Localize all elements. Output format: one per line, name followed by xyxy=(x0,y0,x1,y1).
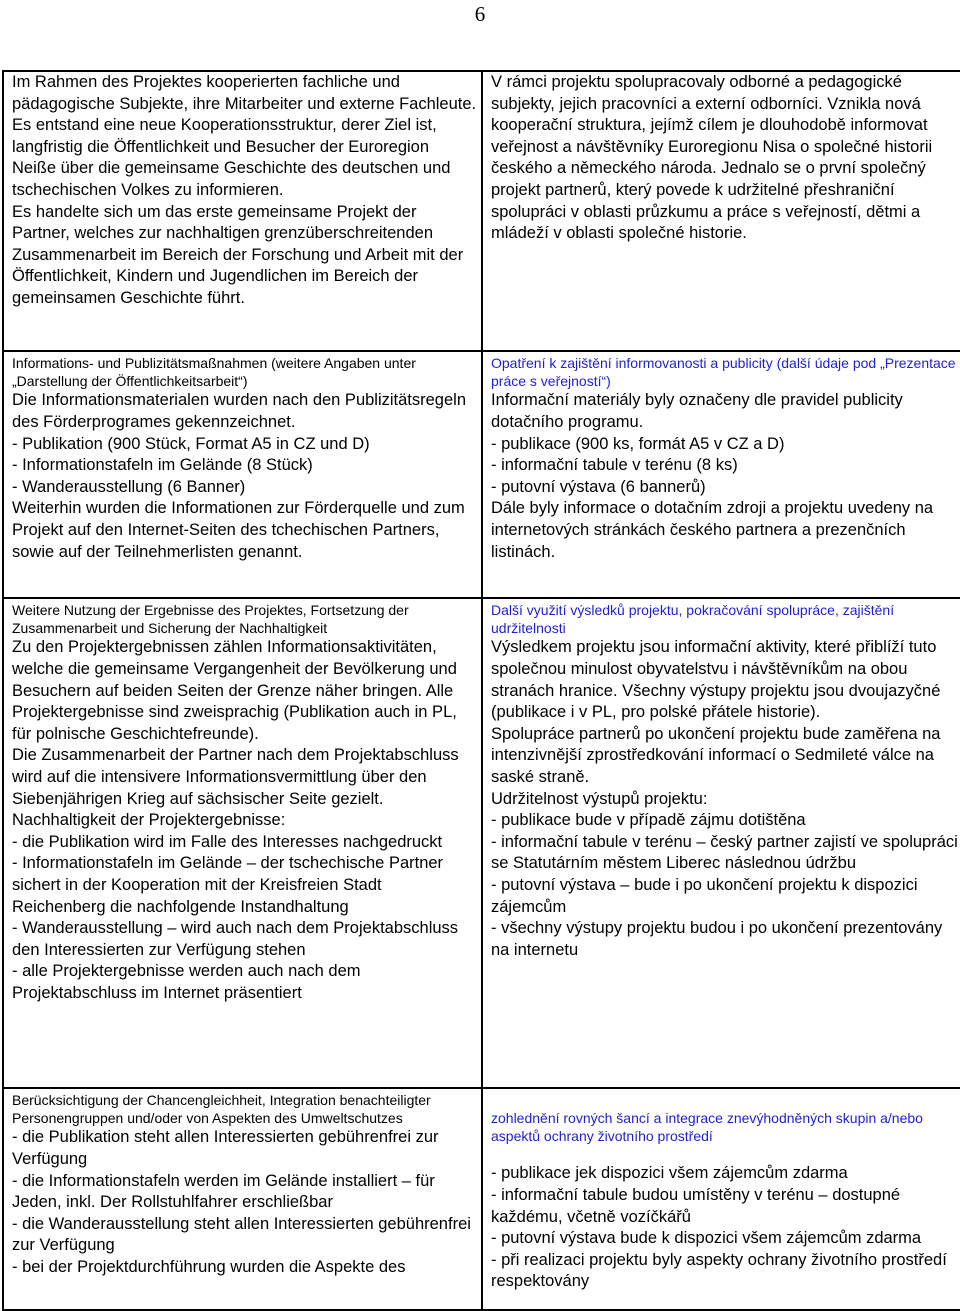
czech-body xyxy=(491,637,960,961)
paragraph: Nachhaltigkeit der Projektergebnisse: xyxy=(12,811,286,830)
list-item: - alle Projektergebnisse werden auch nach dem Projektabschluss im Internet präsentiert xyxy=(12,962,361,1002)
list-item: - informační tabule budou umístěny v terénu – dostupné každému, včetně vozíčkářů xyxy=(491,1186,901,1226)
german-body xyxy=(12,1127,477,1278)
list-item: - putovní výstava bude k dispozici všem zájemcům zdarma xyxy=(491,1229,922,1248)
german-cell xyxy=(3,598,482,1088)
paragraph: Weiterhin wurden die Informationen zur Förderquelle und zum Projekt auf den Internet-Seiten des tchechischen Partners, sowie auf der Teilnehmerlisten genannt. xyxy=(12,499,465,561)
list-item: - publikace bude v případě zájmu dotištěna xyxy=(491,811,806,830)
paragraph: Zu den Projektergebnissen zählen Informationsaktivitäten, welche die gemeinsame Vergangenheit der Bevölkerung und Besuchern auf beiden Seiten der Grenze näher bringen. Alle Projektergebnisse sind zweisprachig (Publikation auch in PL, für polnische Geschichtefreunde). xyxy=(12,638,457,743)
czech-body xyxy=(491,390,960,563)
paragraph: Informační materiály byly označeny dle pravidel publicity dotačního programu. xyxy=(491,391,903,431)
list-item: - publikace jek dispozici všem zájemcům zdarma xyxy=(491,1164,848,1183)
list-item: - Informationstafeln im Gelände – der tschechische Partner sichert in der Kooperation mit der Kreisfreien Stadt Reichenberg die nachfolgende Instandhaltung xyxy=(12,854,444,916)
list-item: - bei der Projektdurchführung wurden die Aspekte des xyxy=(12,1257,406,1276)
list-item: - die Wanderausstellung steht allen Interessierten gebührenfrei zur Verfügung xyxy=(12,1214,471,1255)
paragraph: V rámci projektu spolupracovaly odborné a pedagogické subjekty, jejich pracovníci a externí odborníci. Vznikla nová kooperační struktura, jejímž cílem je dlouhodobě informovat veřejnost a návštěvníky Euroregionu Nisa o společné historii českého a německého národa. Jednalo se o první společný projekt partnerů, který povede k udržitelné přeshraniční spolupráci v oblasti průzkumu a práce s veřejností, dětmi a mládeží v oblasti společné historie. xyxy=(491,73,933,243)
page-number: 6 xyxy=(474,2,486,26)
czech-cell xyxy=(482,71,960,351)
table-row xyxy=(3,351,960,598)
paragraph: Die Zusammenarbeit der Partner nach dem Projektabschluss wird auf die intensivere Informationsvermittlung über den Siebenjährigen Krieg auf sächsischer Seite gezielt. xyxy=(12,746,459,808)
list-item: - die Informationstafeln werden im Gelände installiert – für Jeden, inkl. Der Rollstuhlfahrer erschließbar xyxy=(12,1171,435,1212)
german-body xyxy=(12,637,477,1004)
german-cell xyxy=(3,71,482,351)
bilingual-report-table xyxy=(2,70,960,1311)
paragraph: Výsledkem projektu jsou informační aktivity, které přiblíží tuto společnou minulost obyvatelstvu i návštěvníkům na obou stranách hranice. Všechny výstupy projektu jsou dvoujazyčné (publikace i v PL, pro polské přátele historie). xyxy=(491,638,941,722)
czech-cell xyxy=(482,598,960,1088)
paragraph: Dále byly informace o dotačním zdroji a projektu uvedeny na internetových stránkách českého partnera a prezenčních listinách. xyxy=(491,499,934,561)
section-heading-cz: zohlednění rovných šancí a integrace znevýhodněných skupin a/nebo aspektů ochrany životního prostředí xyxy=(491,1110,923,1145)
list-item: - die Publikation wird im Falle des Interesses nachgedruckt xyxy=(12,832,443,851)
table-row xyxy=(3,1088,960,1310)
table-row xyxy=(3,598,960,1088)
german-body xyxy=(12,390,477,563)
paragraph: Im Rahmen des Projektes kooperierten fachliche und pädagogische Subjekte, ihre Mitarbeiter und externe Fachleute. Es entstand eine neue Kooperationsstruktur, derer Ziel ist, langfristig die Öffentlichkeit und Besucher der Euroregion Neiße über die gemeinsame Geschichte des deutschen und tschechischen Volkes zu informieren. xyxy=(12,73,477,199)
list-item: - všechny výstupy projektu budou i po ukončení prezentovány na internetu xyxy=(491,919,943,959)
czech-body xyxy=(491,72,960,245)
list-item: - informační tabule v terénu – český partner zajistí ve spolupráci se Statutárním městem Liberec následnou údržbu xyxy=(491,832,958,873)
paragraph: Spolupráce partnerů po ukončení projektu bude zaměřena na intenzivnější zprostředkování informací o Sedmileté válce na saské straně. xyxy=(491,724,941,786)
list-item: - die Publikation steht allen Interessierten gebührenfrei zur Verfügung xyxy=(12,1128,439,1168)
list-item: - Wanderausstellung – wird auch nach dem Projektabschluss den Interessierten zur Verfügung stehen xyxy=(12,919,459,959)
list-item: - informační tabule v terénu (8 ks) xyxy=(491,456,738,475)
paragraph: Die Informationsmaterialen wurden nach den Publizitätsregeln des Förderprogrames gekennzeichnet. xyxy=(12,391,466,431)
list-item: - putovní výstava (6 bannerů) xyxy=(491,477,706,496)
czech-cell xyxy=(482,1088,960,1310)
section-heading-de: Informations- und Publizitätsmaßnahmen (weitere Angaben unter „Darstellung der Öffentlichkeitsarbeit“) xyxy=(12,355,416,390)
section-heading-de: Weitere Nutzung der Ergebnisse des Projektes, Fortsetzung der Zusammenarbeit und Sicherung der Nachhaltigkeit xyxy=(12,602,409,637)
list-item: - při realizaci projektu byly aspekty ochrany životního prostředí respektovány xyxy=(491,1250,947,1291)
german-body xyxy=(12,72,477,310)
section-heading-de: Berücksichtigung der Chancengleichheit, Integration benachteiligter Personengruppen und/oder von Aspekten des Umweltschutzes xyxy=(12,1092,431,1127)
section-heading-cz: Další využití výsledků projektu, pokračování spolupráce, zajištění udržitelnosti xyxy=(491,602,895,637)
list-item: - Informationstafeln im Gelände (8 Stück) xyxy=(12,456,313,475)
czech-cell xyxy=(482,351,960,598)
czech-body xyxy=(491,1163,960,1293)
table-row xyxy=(3,71,960,351)
paragraph: Es handelte sich um das erste gemeinsame Projekt der Partner, welches zur nachhaltigen grenzüberschreitenden Zusammenarbeit im Bereich der Forschung und Arbeit mit der Öffentlichkeit, Kindern und Jugendlichen im Bereich der gemeinsamen Geschichte führt. xyxy=(12,202,464,307)
list-item: - Wanderausstellung (6 Banner) xyxy=(12,477,246,496)
german-cell xyxy=(3,351,482,598)
paragraph: Udržitelnost výstupů projektu: xyxy=(491,789,708,808)
list-item: - Publikation (900 Stück, Format A5 in CZ und D) xyxy=(12,434,370,453)
german-cell xyxy=(3,1088,482,1310)
section-heading-cz: Opatření k zajištění informovanosti a publicity (další údaje pod „Prezentace práce s veřejností“) xyxy=(491,355,956,390)
list-item: - publikace (900 ks, formát A5 v CZ a D) xyxy=(491,434,785,453)
list-item: - putovní výstava – bude i po ukončení projektu k dispozici zájemcům xyxy=(491,875,918,916)
